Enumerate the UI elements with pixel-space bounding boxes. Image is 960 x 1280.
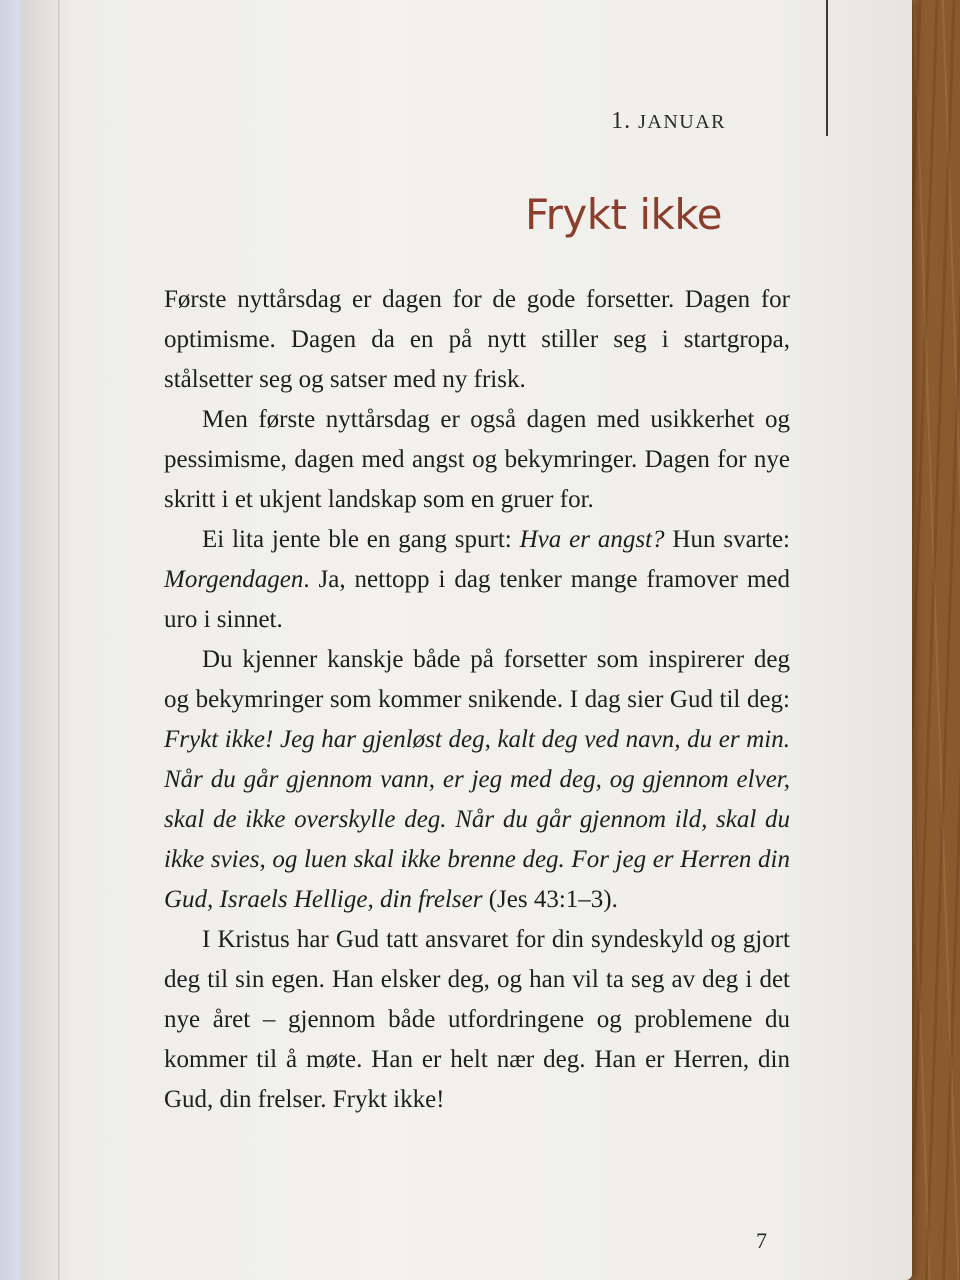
p4-citation: (Jes 43:1–3). [482,886,618,913]
paragraph-4 [164,640,790,920]
book-page [22,0,912,1280]
header-rule [826,0,828,136]
p3-italic-answer: Morgendagen [164,566,304,593]
page-title: Frykt ikke [524,190,722,239]
page-number: 7 [756,1228,767,1253]
page-header-date [611,108,726,135]
p3-italic-question: Hva er angst? [519,526,665,553]
p3-text-c: Hun svarte: [664,526,790,553]
date-number: 1. [611,108,632,134]
date-month: JANUAR [638,111,726,133]
page-gutter [58,0,60,1280]
paragraph-1: Første nyttårsdag er dagen for de gode forsetter. Dagen for optimisme. Dagen da en på nytt stiller seg i startgropa, stålsetter seg og satser med ny frisk. [164,286,790,393]
paragraph-3 [164,520,790,640]
paragraph-2: Men første nyttårsdag er også dagen med usikkerhet og pessimisme, dagen med angst og bekymringer. Dagen for nye skritt i et ukjent landskap som en gruer for. [164,406,790,513]
p4-text-a: Du kjenner kanskje både på forsetter som inspirerer deg og bekymringer som kommer snikende. I dag sier Gud til deg: [164,646,790,713]
paragraph-5: I Kristus har Gud tatt ansvaret for din syndeskyld og gjort deg til sin egen. Han elsker deg, og han vil ta seg av deg i det nye året – gjennom både utfordringene og problemene du kommer til å møte. Han er helt nær deg. Han er Herren, din Gud, din frelser. Frykt ikke! [164,926,790,1113]
p4-italic-quote: Frykt ikke! Jeg har gjenløst deg, kalt deg ved navn, du er min. Når du går gjennom vann, er jeg med deg, og gjennom elver, skal de ikke overskylle deg. Når du går gjennom ild, skal du ikke svies, og luen skal ikke brenne deg. For jeg er Herren din Gud, Israels Hellige, din frelser [164,726,790,913]
p3-text-a: Ei lita jente ble en gang spurt: [202,526,520,553]
body-text [164,280,790,1120]
p3-text-e: . Ja, nettopp i dag tenker mange framover med uro i sinnet. [164,566,790,633]
